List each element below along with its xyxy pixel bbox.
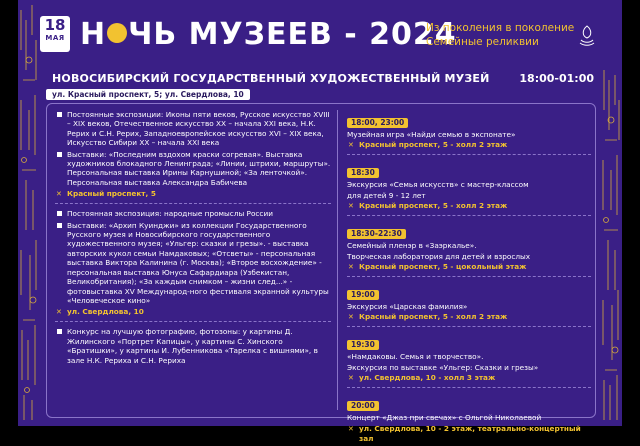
list-item: Постоянные экспозиции: Иконы пяти веков, Русское искусство XVIII – XIX веков, Отечественное искусство XX – начала XXI века, Н.К. Рерих и С.Н. Рерих, Западноевропейское искусство XVI – XIX века, Искусство Сибири XX – начала XXI века xyxy=(55,110,331,148)
slogan-line-1: Из поколения в поколение xyxy=(426,22,575,34)
square-bullet-icon xyxy=(57,112,62,117)
location-line: ✕ Красный проспект, 5 - холл 2 этаж xyxy=(348,312,508,322)
map-pin-icon: ✕ xyxy=(348,141,354,150)
event-block xyxy=(347,110,591,150)
square-bullet-icon xyxy=(57,152,62,157)
program-panel xyxy=(46,103,596,443)
title-suffix: ЧЬ МУЗЕЕВ - 2024 xyxy=(128,17,457,52)
moon-icon xyxy=(107,23,127,43)
list-item: Выставки: «Архип Куинджи» из коллекции Государственного Русского музея и Новосибирского государственного художественного музея; «Ульгер: сказки и грезы». - выставка авторских кукол семьи Намдаковых; «Отсветы» - персональная выставка Виктора Калинина (г. Москва); «Второе восхождение» - персональная выставка Юнуса Сафардиара (Узбекистан, Великобритания); «За каждым снимком – жизни след...» - фотовыставка XV Международ-ного фестиваля экранной культуры «Человеческое кино» xyxy=(55,221,331,306)
location-line: ✕ Красный проспект, 5 - холл 2 этаж xyxy=(348,140,508,150)
header xyxy=(40,6,600,62)
map-pin-icon: ✕ xyxy=(348,313,354,322)
event-line: Творческая лаборатория для детей и взрослых xyxy=(347,251,531,261)
map-pin-icon: ✕ xyxy=(348,263,354,272)
date-badge xyxy=(40,16,70,52)
square-bullet-icon xyxy=(57,329,62,334)
divider xyxy=(55,321,331,323)
location-line: ✕ Красный проспект, 5 - холл 2 этаж xyxy=(348,201,508,211)
event-time: 18:00, 23:00 xyxy=(347,118,408,128)
event-time: 19:00 xyxy=(347,290,379,300)
event-title xyxy=(80,18,457,52)
poster xyxy=(18,0,622,443)
divider xyxy=(347,326,591,328)
museum-name: НОВОСИБИРСКИЙ ГОСУДАРСТВЕННЫЙ ХУДОЖЕСТВЕННЫЙ МУЗЕЙ xyxy=(52,72,490,85)
opening-hours: 18:00-01:00 xyxy=(519,72,594,85)
divider xyxy=(347,215,591,217)
event-line: для детей 9 - 12 лет xyxy=(347,190,426,200)
divider xyxy=(55,203,331,205)
map-pin-icon: ✕ xyxy=(56,308,62,317)
exhibitions-column xyxy=(55,110,331,367)
museum-bar xyxy=(46,72,594,88)
list-item: Постоянная экспозиция: народные промыслы России xyxy=(55,209,331,218)
map-pin-icon: ✕ xyxy=(348,202,354,211)
event-line: Семейный пленэр в «Заэркалье». xyxy=(347,241,477,251)
event-block xyxy=(347,332,591,383)
event-line: «Намдаковы. Семья и творчество». xyxy=(347,352,484,362)
event-time: 19:30 xyxy=(347,340,379,350)
museum-logo-icon xyxy=(576,24,598,48)
divider xyxy=(347,276,591,278)
location-line: ✕ ул. Свердлова, 10 - 2 этаж, театрально-концертный зал xyxy=(348,423,581,443)
location-line: ✕ ул. Свердлова, 10 xyxy=(56,307,144,317)
exhibition-block xyxy=(55,110,331,199)
exhibition-block xyxy=(55,209,331,317)
location-line: ✕ ул. Свердлова, 10 - холл 3 этаж xyxy=(348,373,496,383)
date-day: 18 xyxy=(44,16,66,34)
event-time: 20:00 xyxy=(347,401,379,411)
slogan xyxy=(426,21,574,49)
list-item: Выставки: «Последним вздохом краски согревая». Выставка художников блокадного Ленинграда; «Линии, штрихи, маршруты». Персональная выставка Ирины Карнушиной; «За ленточкой». Персональная выставка Александра Бабичева xyxy=(55,150,331,188)
divider xyxy=(347,387,591,389)
event-line: Экскурсия по выставке «Ульгер: Сказки и грезы» xyxy=(347,362,539,372)
event-line: Экскурсия «Царская фамилия» xyxy=(347,302,468,312)
event-time: 18:30-22:30 xyxy=(347,229,406,239)
divider xyxy=(347,154,591,156)
square-bullet-icon xyxy=(57,211,62,216)
event-line: Концерт «Джаз при свечах» с Ольгой Николаевой xyxy=(347,413,542,423)
exhibition-block xyxy=(55,327,331,365)
location-line: ✕ Красный проспект, 5 xyxy=(56,189,156,199)
title-prefix: Н xyxy=(80,17,107,52)
slogan-line-2: Семейные реликвии xyxy=(426,36,539,48)
square-bullet-icon xyxy=(57,223,62,228)
event-line: Экскурсия «Семья искусств» с мастер-классом xyxy=(347,180,529,190)
museum-address: ул. Красный проспект, 5; ул. Свердлова, 10 xyxy=(46,89,250,100)
date-month: МАЯ xyxy=(45,34,65,42)
event-block xyxy=(347,160,591,211)
column-divider xyxy=(337,110,338,410)
event-line: Музейная игра «Найди семью в экспонате» xyxy=(347,130,516,139)
location-line: ✕ Красный проспект, 5 - цокольный этаж xyxy=(348,262,527,272)
decorative-pattern-right xyxy=(600,0,622,426)
list-item: Конкурс на лучшую фотографию, фотозоны: у картины Д. Жилинского «Портрет Капицы», у картины С. Хинского «Братишки», у картины И. Лубенникова «Тарелка с вишнями», в зале Н.К. Рериха и С.Н. Рериха xyxy=(55,327,331,365)
decorative-pattern-left xyxy=(18,0,40,426)
event-block xyxy=(347,221,591,272)
map-pin-icon: ✕ xyxy=(348,374,354,383)
map-pin-icon: ✕ xyxy=(56,190,62,199)
map-pin-icon: ✕ xyxy=(348,424,354,433)
event-block xyxy=(347,393,591,443)
event-time: 18:30 xyxy=(347,168,379,178)
event-block xyxy=(347,282,591,322)
events-column xyxy=(347,110,591,446)
